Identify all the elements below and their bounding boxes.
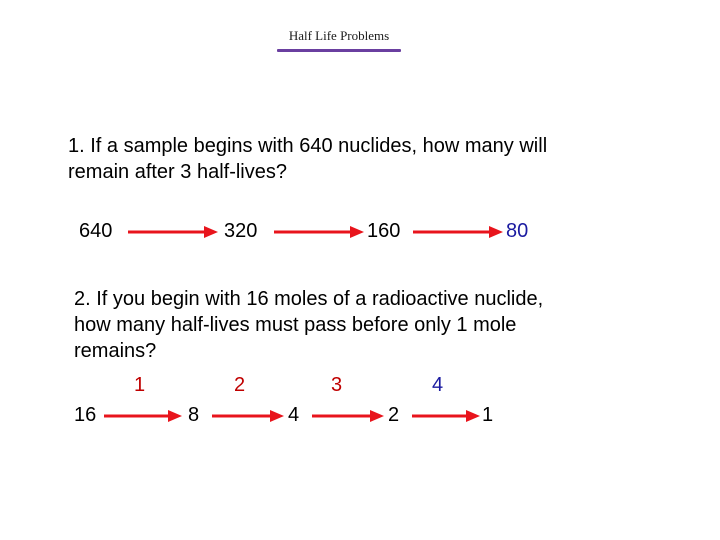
p2-arrow-2 <box>212 408 284 424</box>
p1-answer-80: 80 <box>506 220 529 242</box>
p2-step-1: 1 <box>134 374 146 396</box>
p1-arrow-1 <box>128 224 218 240</box>
page-title: Half Life Problems <box>288 28 390 43</box>
p2-value-16: 16 <box>74 404 97 426</box>
p1-value-320: 320 <box>224 220 258 242</box>
p1-value-160: 160 <box>367 220 401 242</box>
p2-step-4: 4 <box>432 374 444 396</box>
p1-value-640: 640 <box>79 220 113 242</box>
p2-step-2: 2 <box>234 374 246 396</box>
p2-value-8: 8 <box>188 404 200 426</box>
title-underline <box>277 49 401 52</box>
p2-arrow-3 <box>312 408 384 424</box>
p2-arrow-4 <box>412 408 480 424</box>
p1-arrow-2 <box>274 224 364 240</box>
p1-arrow-3 <box>413 224 503 240</box>
p2-arrow-1 <box>104 408 182 424</box>
p2-value-4: 4 <box>288 404 300 426</box>
problem-2-question: 2. If you begin with 16 moles of a radioactive nuclide, how many half-lives must pass before only 1 mole remains? <box>74 288 544 362</box>
p2-step-3: 3 <box>331 374 343 396</box>
p2-value-1: 1 <box>482 404 494 426</box>
problem-1-question: 1. If a sample begins with 640 nuclides, how many will remain after 3 half-lives? <box>68 135 548 183</box>
p2-value-2: 2 <box>388 404 400 426</box>
